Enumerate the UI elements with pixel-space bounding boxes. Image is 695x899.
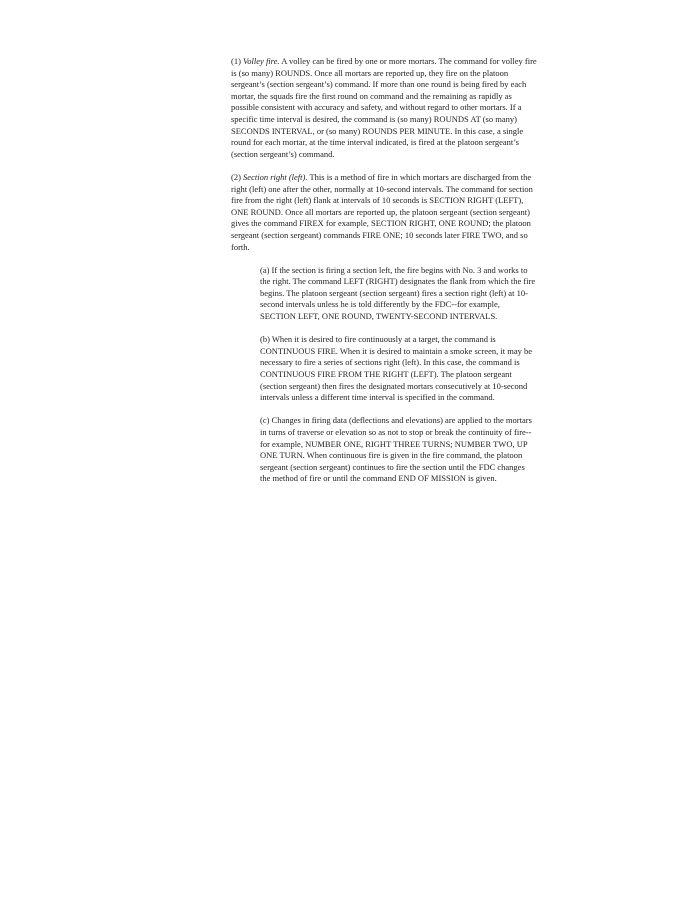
subparagraph-b: (b) When it is desired to fire continuously at a target, the command is CONTINUOUS FIRE. When it is desired to maintain a smoke screen, it may be necessary to fire a series of sections right (left). In this case, the command is CONTINUOUS FIRE FROM THE RIGHT (LEFT). The platoon sergeant (section sergeant) then fires the designated mortars consecutively at 10-second intervals unless a different time interval is specified in the command. (260, 334, 533, 403)
paragraph-heading: Volley fire. (243, 56, 280, 66)
paragraph-volley-fire (231, 56, 537, 160)
paragraph-section-right (231, 172, 537, 253)
paragraph-text: This is a method of fire in which mortars are discharged from the right (left) one after the other, normally at 10-second intervals. The command for section fire from the right (left) flank at intervals of 10 seconds is SECTION RIGHT (LEFT), ONE ROUND. Once all mortars are reported up, the platoon sergeant (section sergeant) gives the command FIREX for example, SECTION RIGHT, ONE ROUND; the platoon sergeant (section sergeant) commands FIRE ONE; 10 seconds later FIRE TWO, and so forth. (231, 171, 533, 252)
paragraph-text: A volley can be fired by one or more mortars. The command for volley fire is (so many) ROUNDS. Once all mortars are reported up, they fire on the platoon sergeant’s (section sergeant’s) command. If more than one round is being fired by each mortar, the squads fire the first round on command and the remaining as rapidly as possible consistent with accuracy and safety, and without regard to other mortars. If a specific time interval is desired, the command is (so many) ROUNDS AT (so many) SECONDS INTERVAL, or (so many) ROUNDS PER MINUTE. In this case, a single round for each mortar, at the time interval indicated, is fired at the platoon sergeant’s (section sergeant’s) command. (231, 56, 537, 159)
text-column (231, 56, 537, 485)
subparagraph-a: (a) If the section is firing a section left, the fire begins with No. 3 and works to the right. The command LEFT (RIGHT) designates the flank from which the fire begins. The platoon sergeant (section sergeant) fires a section right (left) at 10-second intervals unless he is told differently by the FDC--for example, SECTION LEFT, ONE ROUND, TWENTY-SECOND INTERVALS. (260, 264, 536, 322)
subparagraph-c: (c) Changes in firing data (deflections and elevations) are applied to the mortars in turns of traverse or elevation so as not to stop or break the continuity of fire--for example, NUMBER ONE, RIGHT THREE TURNS; NUMBER TWO, UP ONE TURN. When continuous fire is given in the fire command, the platoon sergeant (section sergeant) continues to fire the section until the FDC changes the method of fire or until the command END OF MISSION is given. (260, 415, 532, 484)
paragraph-label: (2) (231, 171, 244, 182)
paragraph-label: (1) (231, 56, 244, 66)
paragraph-heading: Section right (left). (243, 171, 308, 182)
